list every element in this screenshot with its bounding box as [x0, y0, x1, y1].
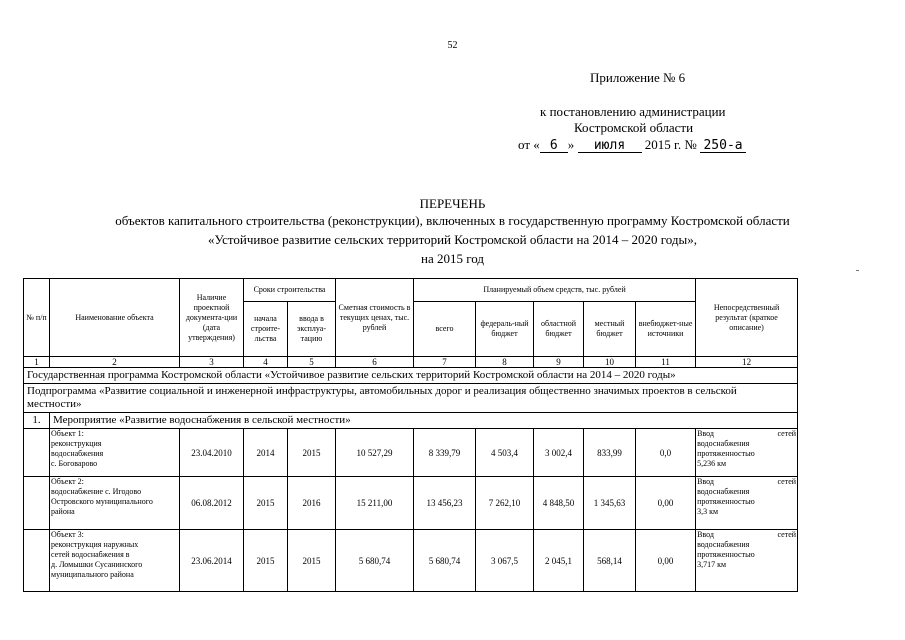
result-word: сетей: [777, 477, 797, 486]
object-name-line: водоснабжение с. Игодово: [51, 487, 142, 496]
result-description: [696, 429, 798, 477]
local-amount: 1 345,63: [584, 477, 636, 530]
doc-date: 23.06.2014: [180, 530, 244, 592]
object-name-line: Объект 1:: [51, 429, 84, 438]
regional-amount: 4 848,50: [534, 477, 584, 530]
doc-date: 23.04.2010: [180, 429, 244, 477]
annex-region: Костромской области: [574, 120, 694, 135]
regional-amount: 3 002,4: [534, 429, 584, 477]
federal-amount: 7 262,10: [476, 477, 534, 530]
col-number: 10: [584, 357, 636, 368]
total-amount: 8 339,79: [414, 429, 476, 477]
result-line: 3,717 км: [697, 560, 727, 569]
result-first-line: [697, 429, 796, 439]
estimated-cost: 10 527,29: [336, 429, 414, 477]
object-name-line: Островского муниципального: [51, 497, 153, 506]
subprogram-row-text: Подпрограмма «Развитие социальной и инженерной инфраструктуры, автомобильных дорог и реализация общественно значимых проектов в сельской местности»: [24, 384, 798, 413]
object-name: [50, 429, 180, 477]
local-amount: 568,14: [584, 530, 636, 592]
header-row-1: [24, 279, 798, 302]
object-name-line: муниципального района: [51, 570, 134, 579]
header-local: местный бюджет: [584, 302, 636, 357]
object-name-line: сетей водоснабжения в: [51, 550, 130, 559]
col-number: 5: [288, 357, 336, 368]
col-number: 7: [414, 357, 476, 368]
table-row: [24, 530, 798, 592]
col-number: 3: [180, 357, 244, 368]
header-commission: ввода в эксплуа-тацию: [288, 302, 336, 357]
measure-text: Мероприятие «Развитие водоснабжения в сельской местности»: [50, 413, 798, 429]
annex-month: июля: [578, 139, 642, 153]
row-num-cell: [24, 429, 50, 477]
doc-date: 06.08.2012: [180, 477, 244, 530]
row-num-cell: [24, 530, 50, 592]
header-doc: Наличие проектной документа-ции (дата утверждения): [180, 279, 244, 357]
doc-program-name: «Устойчивое развитие сельских территорий Костромской области на 2014 – 2020 годы»,: [208, 232, 697, 247]
result-description: [696, 477, 798, 530]
object-name-line: водоснабжения: [51, 449, 104, 458]
page-number: 52: [447, 40, 458, 51]
header-result: Непосредственный результат (краткое описание): [696, 279, 798, 357]
federal-amount: 4 503,4: [476, 429, 534, 477]
result-line: протяженностью: [697, 497, 755, 506]
start-year: 2015: [244, 477, 288, 530]
estimated-cost: 15 211,00: [336, 477, 414, 530]
result-description: [696, 530, 798, 592]
header-planned: Планируемый объем средств, тыс. рублей: [414, 279, 696, 302]
extra-amount: 0,0: [636, 429, 696, 477]
annex-year: 2015 г. №: [644, 137, 697, 152]
result-first-line: [697, 477, 796, 487]
result-line: 5,236 км: [697, 459, 727, 468]
col-number: 8: [476, 357, 534, 368]
federal-amount: 3 067,5: [476, 530, 534, 592]
result-word: Ввод: [697, 530, 714, 539]
doc-year: на 2015 год: [421, 251, 484, 266]
annex-resolution: к постановлению администрации: [540, 104, 726, 119]
col-number: 2: [50, 357, 180, 368]
start-year: 2015: [244, 530, 288, 592]
result-line: протяженностью: [697, 550, 755, 559]
table-row: [24, 477, 798, 530]
measure-row: [24, 413, 798, 429]
result-line: водоснабжения: [697, 439, 750, 448]
annex-day: 6: [540, 139, 568, 153]
result-line: 3,3 км: [697, 507, 719, 516]
col-number: 6: [336, 357, 414, 368]
result-word: Ввод: [697, 477, 714, 486]
doc-subtitle: объектов капитального строительства (реконструкции), включенных в государственную программу Костромской области: [115, 213, 790, 228]
header-federal: федераль-ный бюджет: [476, 302, 534, 357]
estimated-cost: 5 680,74: [336, 530, 414, 592]
annex-ot: от «: [518, 137, 540, 152]
header-terms: Сроки строительства: [244, 279, 336, 302]
local-amount: 833,99: [584, 429, 636, 477]
header-cost: Сметная стоимость в текущих ценах, тыс. рублей: [336, 279, 414, 357]
doc-title: ПЕРЕЧЕНЬ: [419, 196, 486, 211]
result-line: водоснабжения: [697, 487, 750, 496]
total-amount: 5 680,74: [414, 530, 476, 592]
object-name-line: с. Боговарово: [51, 459, 98, 468]
row-num-cell: [24, 477, 50, 530]
col-number: 1: [24, 357, 50, 368]
header-extra: внебюджет-ные источники: [636, 302, 696, 357]
object-name-line: д. Ломышки Сусанинского: [51, 560, 143, 569]
program-row: [24, 368, 798, 384]
objects-table: [23, 278, 798, 592]
table-row: [24, 429, 798, 477]
col-number: 12: [696, 357, 798, 368]
col-number: 11: [636, 357, 696, 368]
measure-number: 1.: [24, 413, 50, 429]
result-line: водоснабжения: [697, 540, 750, 549]
object-name: [50, 530, 180, 592]
object-name-line: Объект 2:: [51, 477, 84, 486]
subprogram-row: [24, 384, 798, 413]
end-year: 2015: [288, 530, 336, 592]
object-name-line: реконструкция: [51, 439, 102, 448]
start-year: 2014: [244, 429, 288, 477]
header-start: начала строите-льства: [244, 302, 288, 357]
header-num: № п/п: [24, 279, 50, 357]
regional-amount: 2 045,1: [534, 530, 584, 592]
extra-amount: 0,00: [636, 477, 696, 530]
end-year: 2015: [288, 429, 336, 477]
annex-title: Приложение № 6: [590, 70, 686, 85]
column-numbers-row: [24, 357, 798, 368]
result-word: Ввод: [697, 429, 714, 438]
result-line: протяженностью: [697, 449, 755, 458]
end-year: 2016: [288, 477, 336, 530]
annex-quote-close: »: [567, 137, 575, 152]
col-number: 9: [534, 357, 584, 368]
annex-doc-number: 250-а: [700, 139, 746, 153]
annex-date-line: [518, 137, 746, 153]
result-first-line: [697, 530, 796, 540]
col-number: 4: [244, 357, 288, 368]
header-total: всего: [414, 302, 476, 357]
object-name-line: Объект 3:: [51, 530, 84, 539]
header-name: Наименование объекта: [50, 279, 180, 357]
total-amount: 13 456,23: [414, 477, 476, 530]
object-name: [50, 477, 180, 530]
result-word: сетей: [777, 530, 797, 539]
object-name-line: района: [51, 507, 75, 516]
scan-speck: [856, 270, 859, 271]
program-row-text: Государственная программа Костромской области «Устойчивое развитие сельских территорий Костромской области на 2014 – 2020 годы»: [24, 368, 798, 384]
object-name-line: реконструкция наружных: [51, 540, 139, 549]
header-regional: областной бюджет: [534, 302, 584, 357]
result-word: сетей: [777, 429, 797, 438]
extra-amount: 0,00: [636, 530, 696, 592]
